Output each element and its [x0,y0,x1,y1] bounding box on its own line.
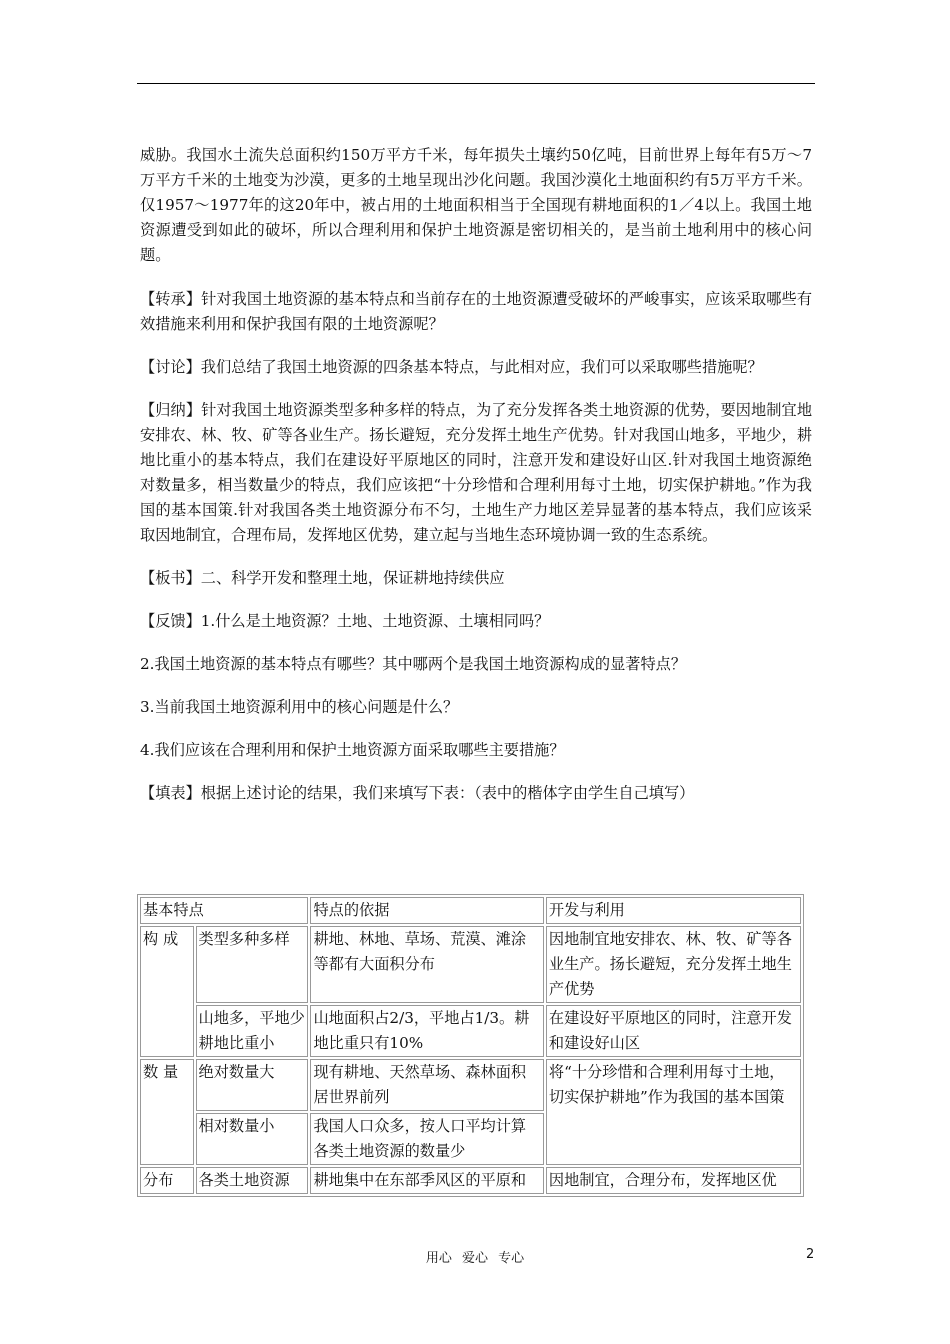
table-cell: 现有耕地、天然草场、森林面积居世界前列 [310,1059,543,1111]
paragraph-transition: 【转承】针对我国土地资源的基本特点和当前存在的土地资源遭受破坏的严峻事实，应该采取哪些有效措施来利用和保护我国有限的土地资源呢？ [140,290,812,333]
table-header-cell: 特点的依据 [310,897,543,924]
document-body [140,143,812,824]
paragraph-intro: 威胁。我国水土流失总面积约150万平方千米，每年损失土壤约50亿吨，目前世界上每年有5万～7万平方千米的土地变为沙漠，更多的土地呈现出沙化问题。我国沙漠化土地面积约有5万平方千米。仅1957～1977年的这20年中，被占用的土地面积相当于全国现有耕地面积的1／4以上。我国土地资源遭受到如此的破坏，所以合理利用和保护土地资源是密切相关的，是当前土地利用中的核心问题。 [140,146,812,264]
table-cell: 耕地、林地、草场、荒漠、滩涂等都有大面积分布 [310,926,543,1003]
paragraph-feedback-3: 3.当前我国土地资源利用中的核心问题是什么？ [140,698,459,716]
paragraph-board: 【板书】二、科学开发和整理土地，保证耕地持续供应 [140,569,505,587]
paragraph-fill-table: 【填表】根据上述讨论的结果，我们来填写下表：（表中的楷体字由学生自己填写） [140,784,695,802]
table-cell: 在建设好平原地区的同时，注意开发和建设好山区 [546,1005,801,1057]
table-cell: 耕地集中在东部季风区的平原和 [310,1167,543,1194]
paragraph-feedback-1: 【反馈】1.什么是土地资源？土地、土地资源、土壤相同吗？ [140,612,550,630]
table-row [140,926,801,1003]
table-cell: 山地面积占2/3，平地占1/3。耕地比重只有10% [310,1005,543,1057]
table-cell: 类型多种多样 [196,926,309,1003]
table-cell: 各类土地资源 [196,1167,309,1194]
table-cell: 山地多，平地少耕地比重小 [196,1005,309,1057]
page-footer: 用心 爱心 专心 [425,1251,525,1266]
table-row [140,1005,801,1057]
table-cell: 将“十分珍惜和合理利用每寸土地，切实保护耕地”作为我国的基本国策 [546,1059,801,1165]
table-cell: 因地制宜地安排农、林、牧、矿等各业生产。扬长避短，充分发挥土地生产优势 [546,926,801,1003]
paragraph-discussion: 【讨论】我们总结了我国土地资源的四条基本特点，与此相对应，我们可以采取哪些措施呢？ [140,358,763,376]
group-cell-distribution: 分布 [140,1167,194,1194]
paragraph-summary: 【归纳】针对我国土地资源类型多种多样的特点，为了充分发挥各类土地资源的优势，要因地制宜地安排农、林、牧、矿等各业生产。扬长避短，充分发挥土地生产优势。针对我国山地多，平地少，耕地比重小的基本特点，我们在建设好平原地区的同时，注意开发和建设好山区.针对我国土地资源绝对数量多，相当数量少的特点，我们应该把“十分珍惜和合理利用每寸土地，切实保护耕地。”作为我国的基本国策.针对我国各类土地资源分布不匀，土地生产力地区差异显著的基本特点，我们应该采取因地制宜，合理布局，发挥地区优势，建立起与当地生态环境协调一致的生态系统。 [140,401,812,544]
table-cell: 我国人口众多，按人口平均计算各类土地资源的数量少 [310,1113,543,1165]
table-row [140,1059,801,1111]
table-header-row [140,897,801,924]
land-resource-table [137,894,804,1197]
group-cell-quantity: 数 量 [140,1059,194,1165]
header-rule [137,83,815,84]
table-header-cell: 基本特点 [140,897,308,924]
table-cell: 因地制宜，合理分布，发挥地区优 [546,1167,801,1194]
table-header-cell: 开发与利用 [546,897,801,924]
page-number: 2 [806,1247,815,1262]
paragraph-feedback-2: 2.我国土地资源的基本特点有哪些？其中哪两个是我国土地资源构成的显著特点？ [140,655,687,673]
paragraph-feedback-4: 4.我们应该在合理利用和保护土地资源方面采取哪些主要措施？ [140,741,565,759]
table-row [140,1167,801,1194]
table-cell: 相对数量小 [196,1113,309,1165]
table-cell: 绝对数量大 [196,1059,309,1111]
group-cell-composition: 构 成 [140,926,194,1057]
